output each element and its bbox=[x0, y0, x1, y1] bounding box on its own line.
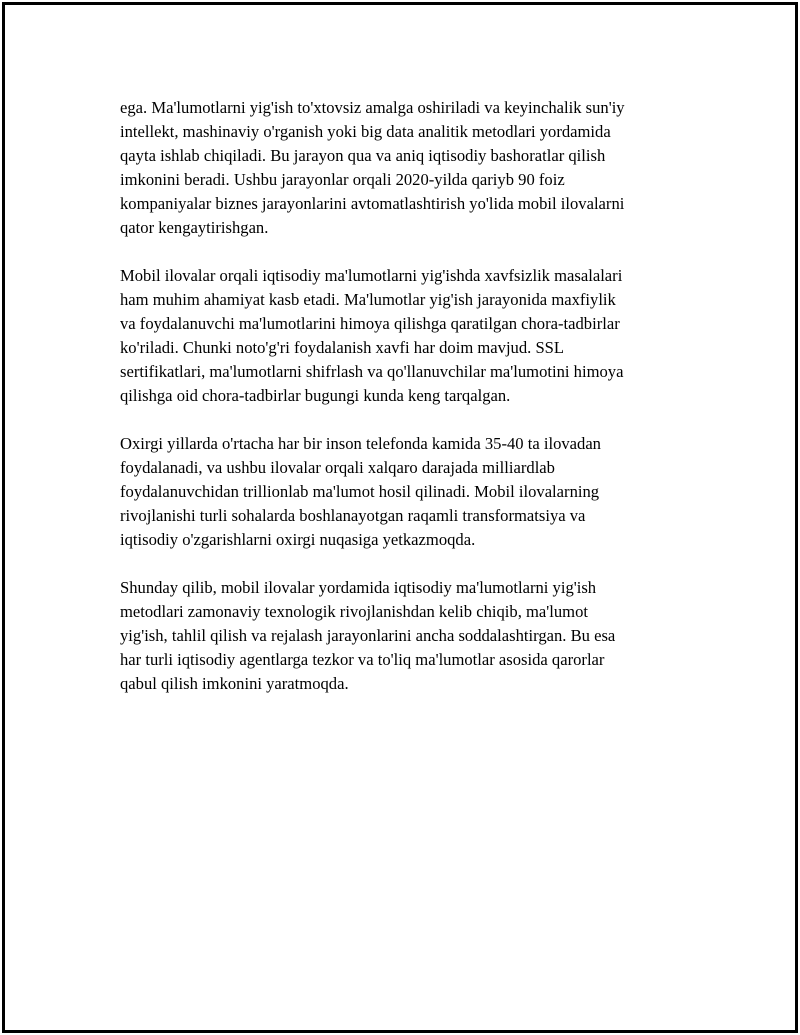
text-line: har turli iqtisodiy agentlarga tezkor va to'liq ma'lumotlar asosida qarorlar bbox=[120, 650, 605, 669]
text-line: sertifikatlari, ma'lumotlarni shifrlash va qo'llanuvchilar ma'lumotini himoya bbox=[120, 362, 624, 381]
text-line: iqtisodiy o'zgarishlarni oxirgi nuqasiga yetkazmoqda. bbox=[120, 530, 476, 549]
text-line: intellekt, mashinaviy o'rganish yoki big data analitik metodlari yordamida bbox=[120, 122, 611, 141]
text-line: ega. Ma'lumotlarni yig'ish to'xtovsiz amalga oshiriladi va keyinchalik sun'iy bbox=[120, 98, 625, 117]
text-line: ko'riladi. Chunki noto'g'ri foydalanish xavfi har doim mavjud. SSL bbox=[120, 338, 565, 357]
text-line: qilishga oid chora-tadbirlar bugungi kunda keng tarqalgan. bbox=[120, 386, 511, 405]
paragraph bbox=[120, 96, 690, 240]
paragraph bbox=[120, 264, 690, 408]
document-body bbox=[120, 96, 690, 720]
text-line: yig'ish, tahlil qilish va rejalash jarayonlarini ancha soddalashtirgan. Bu esa bbox=[120, 626, 616, 645]
text-line: metodlari zamonaviy texnologik rivojlanishdan kelib chiqib, ma'lumot bbox=[120, 602, 588, 621]
text-line: qabul qilish imkonini yaratmoqda. bbox=[120, 674, 349, 693]
text-line: qayta ishlab chiqiladi. Bu jarayon qua va aniq iqtisodiy bashoratlar qilish bbox=[120, 146, 606, 165]
text-line: foydalanuvchidan trillionlab ma'lumot hosil qilinadi. Mobil ilovalarning bbox=[120, 482, 600, 501]
paragraph bbox=[120, 432, 690, 552]
document-page bbox=[2, 2, 798, 1033]
text-line: ham muhim ahamiyat kasb etadi. Ma'lumotlar yig'ish jarayonida maxfiylik bbox=[120, 290, 616, 309]
text-line: imkonini beradi. Ushbu jarayonlar orqali 2020-yilda qariyb 90 foiz bbox=[120, 170, 565, 189]
text-line: qator kengaytirishgan. bbox=[120, 218, 269, 237]
text-line: rivojlanishi turli sohalarda boshlanayotgan raqamli transformatsiya va bbox=[120, 506, 586, 525]
text-line: va foydalanuvchi ma'lumotlarini himoya qilishga qaratilgan chora-tadbirlar bbox=[120, 314, 620, 333]
text-line: Shunday qilib, mobil ilovalar yordamida iqtisodiy ma'lumotlarni yig'ish bbox=[120, 578, 597, 597]
text-line: Oxirgi yillarda o'rtacha har bir inson telefonda kamida 35-40 ta ilovadan bbox=[120, 434, 601, 453]
paragraph bbox=[120, 576, 690, 696]
text-line: foydalanadi, va ushbu ilovalar orqali xalqaro darajada milliardlab bbox=[120, 458, 555, 477]
text-line: Mobil ilovalar orqali iqtisodiy ma'lumotlarni yig'ishda xavfsizlik masalalari bbox=[120, 266, 623, 285]
text-line: kompaniyalar biznes jarayonlarini avtomatlashtirish yo'lida mobil ilovalarni bbox=[120, 194, 625, 213]
